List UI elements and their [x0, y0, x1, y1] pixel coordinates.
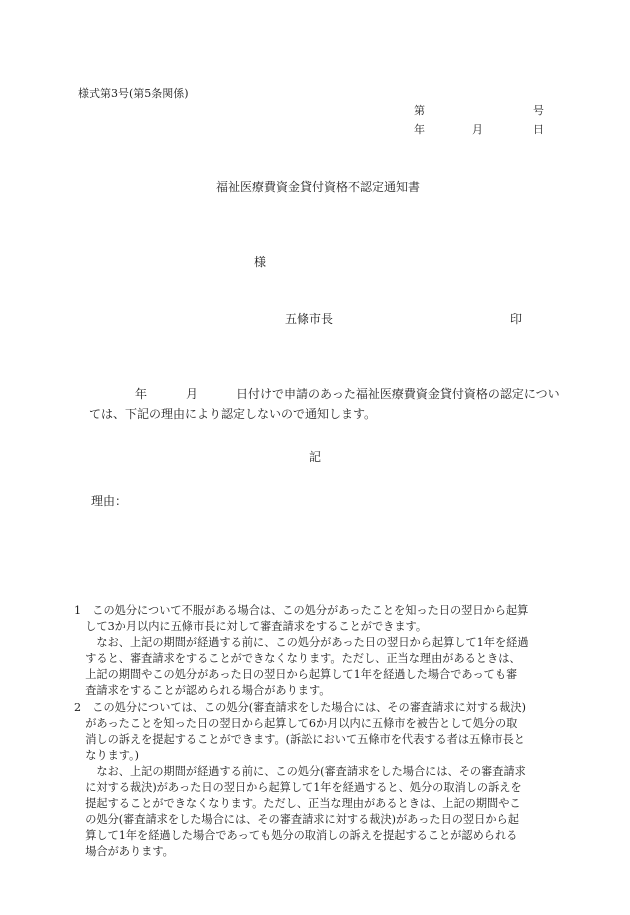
notice-line: 上記の期間やこの処分があった日の翌日から起算して1年を経過した場合であっても審	[74, 668, 518, 681]
notice-line: なお、上記の期間が経過する前に、この処分(審査請求をした場合には、その審査請求	[74, 765, 526, 778]
body-year-label: 年	[135, 387, 148, 401]
notice-line: があったことを知った日の翌日から起算して6か月以内に五條市を被告として処分の取	[74, 717, 518, 730]
notice-line: 査請求をすることが認められる場合があります。	[74, 684, 331, 697]
notice-line: に対する裁決)があった日の翌日から起算して1年を経過すると、処分の取消しの訴えを	[74, 781, 522, 794]
form-label: 様式第3号(第5条関係)	[78, 87, 189, 100]
notice-line: の処分(審査請求をした場合には、その審査請求に対する裁決)があった日の翌日から起	[74, 813, 519, 826]
body-month-label: 月	[186, 387, 199, 401]
notice-line: 算して1年を経過した場合であっても処分の取消しの訴えを提起することが認められる	[74, 829, 518, 842]
notice-line: 1 この処分について不服がある場合は、この処分があったことを知った日の翌日から起算	[74, 604, 529, 617]
notice-line: すると、審査請求をすることができなくなります。ただし、正当な理由があるときは、	[74, 652, 521, 665]
date-day-label: 日	[533, 123, 544, 136]
notice-line: 場合があります。	[74, 845, 174, 858]
notice-line: なります。)	[74, 749, 139, 762]
seal-mark: 印	[510, 312, 523, 326]
body-text-line-1: 日付けで申請のあった福祉医療費資金貸付資格の認定につい	[236, 387, 560, 401]
reason-label: 理由：	[91, 494, 128, 508]
document-number-suffix: 号	[533, 104, 544, 117]
notice-item-2	[74, 700, 526, 860]
body-text-line-2: ては、下記の理由により認定しないので通知します。	[89, 407, 377, 421]
ki-heading: 記	[309, 450, 322, 464]
document-number-prefix: 第	[414, 104, 425, 117]
date-year-label: 年	[414, 123, 425, 136]
document-title: 福祉医療費資金貸付資格不認定通知書	[216, 180, 421, 194]
notice-line: 消しの訴えを提起することができます。(訴訟において五條市を代表する者は五條市長と	[74, 733, 525, 746]
notice-item-1	[74, 603, 529, 699]
recipient-honorific: 様	[254, 255, 267, 269]
notice-line: 提起することができなくなります。ただし、正当な理由があるときは、上記の期間やこ	[74, 797, 521, 810]
notice-line: 2 この処分については、この処分(審査請求をした場合には、その審査請求に対する裁決)	[74, 701, 526, 714]
issuer-name: 五條市長	[285, 312, 334, 326]
date-month-label: 月	[472, 123, 483, 136]
notice-line: して3か月以内に五條市長に対して審査請求をすることができます。	[74, 620, 428, 633]
notice-line: なお、上記の期間が経過する前に、この処分があった日の翌日から起算して1年を経過	[74, 636, 529, 649]
